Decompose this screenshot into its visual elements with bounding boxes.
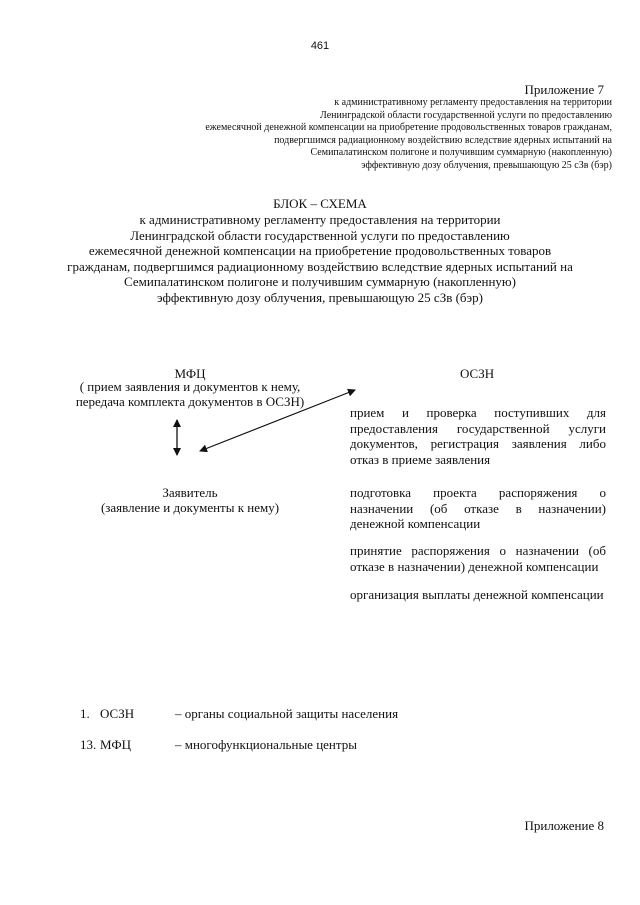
schema-subtitle-line: Семипалатинском полигоне и получившим суммарную (накопленную): [124, 274, 516, 289]
oszn-step-payment: организация выплаты денежной компенсации: [350, 587, 604, 602]
appendix-subtitle-line: Ленинградской области государственной услуги по предоставлению: [320, 109, 612, 121]
schema-subtitle-line: эффективную дозу облучения, превышающую 25 сЗв (бэр): [157, 289, 483, 305]
next-appendix-title: Приложение 8: [524, 818, 604, 833]
schema-title: БЛОК – СХЕМА: [273, 196, 367, 211]
appendix-title: Приложение 7: [524, 82, 604, 97]
appendix-subtitle-line: подвергшимся радиационному воздействию вследствие ядерных испытаний на: [274, 134, 612, 146]
schema-subtitle-line: ежемесячной денежной компенсации на приобретение продовольственных товаров: [88, 243, 552, 258]
mfc-description-line: передача комплекта документов в ОСЗН): [75, 393, 305, 409]
legend-abbreviation: МФЦ: [100, 737, 132, 752]
schema-subtitle-line: Ленинградской области государственной услуги по предоставлению: [130, 227, 510, 243]
applicant-description: (заявление и документы к нему): [100, 500, 280, 515]
schema-subtitle-line: гражданам, подвергшимся радиационному воздействию вследствие ядерных испытаний на: [67, 258, 573, 274]
mfc-title: МФЦ: [174, 366, 206, 381]
schema-subtitle-line: к административному регламенту предоставления на территории: [139, 212, 501, 227]
legend-number: 1.: [80, 706, 90, 721]
oszn-step-preparation: подготовка проекта распоряжения о назначении (об отказе в назначении) денежной компенсации: [350, 485, 606, 531]
legend-abbreviation: ОСЗН: [100, 706, 135, 721]
appendix-subtitle-line: эффективную дозу облучения, превышающую 25 сЗв (бэр): [361, 159, 612, 171]
appendix-subtitle-line: к административному регламенту предоставления на территории: [334, 97, 612, 108]
oszn-title: ОСЗН: [460, 366, 495, 381]
legend-description: – многофункциональные центры: [175, 737, 357, 752]
applicant-oszn-arrow: [200, 390, 355, 451]
legend-number: 13.: [80, 737, 97, 752]
oszn-step-reception: прием и проверка поступивших для предоставления государственной услуги документов, регистрация заявления либо отказ в приеме заявления: [350, 405, 606, 467]
mfc-description-line: ( прием заявления и документов к нему,: [79, 379, 301, 394]
applicant-title: Заявитель: [162, 485, 218, 500]
appendix-subtitle-line: ежемесячной денежной компенсации на приобретение продовольственных товаров гражданам,: [205, 122, 612, 133]
legend-description: – органы социальной защиты населения: [175, 706, 399, 721]
appendix-subtitle-line: Семипалатинском полигоне и получившим суммарную (накопленную): [310, 147, 612, 158]
page-number: 461: [310, 40, 330, 52]
oszn-step-decision: принятие распоряжения о назначении (об отказе в назначении) денежной компенсации: [350, 543, 606, 574]
